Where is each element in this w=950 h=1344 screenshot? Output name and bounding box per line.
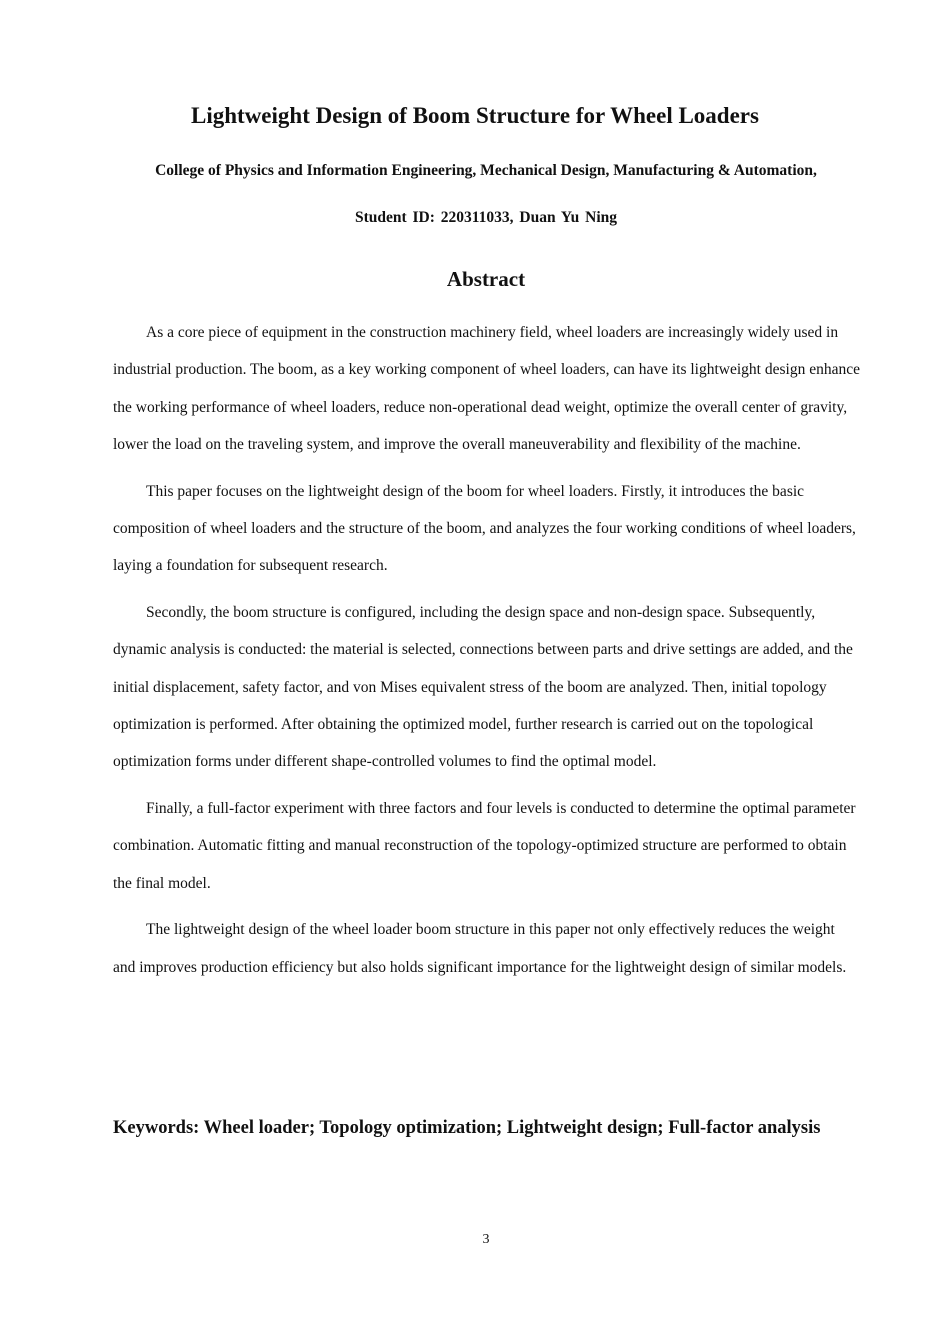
student-id-line: Student ID: 220311033, Duan Yu Ning xyxy=(354,209,618,226)
keywords-line: Keywords: Wheel loader; Topology optimization; Lightweight design; Full-factor analysis xyxy=(113,1118,821,1138)
abstract-paragraph-3: Secondly, the boom structure is configured, including the design space and non-design space. Subsequently, dynamic analysis is conducted: the material is selected, connections between parts and drive settings are added, and the initial displacement, safety factor, and von Mises equivalent stress of the boom are analyzed. Then, initial topology optimization is performed. After obtaining the optimized model, further research is carried out on the topological optimization forms under different shape-controlled volumes to find the optimal model. xyxy=(113,604,853,771)
abstract-heading: Abstract xyxy=(446,267,526,291)
abstract-paragraph-4: Finally, a full-factor experiment with three factors and four levels is conducted to determine the optimal parameter combination. Automatic fitting and manual reconstruction of the topology-optimized structure are performed to obtain the final model. xyxy=(113,800,856,892)
page-number: 3 xyxy=(482,1232,490,1247)
affiliation-line: College of Physics and Information Engineering, Mechanical Design, Manufacturing & Automation, xyxy=(155,162,817,179)
paper-title: Lightweight Design of Boom Structure for Wheel Loaders xyxy=(191,103,759,128)
abstract-paragraph-5: The lightweight design of the wheel loader boom structure in this paper not only effectively reduces the weight and improves production efficiency but also holds significant importance for the lightweight design of similar models. xyxy=(113,921,847,976)
abstract-paragraph-1: As a core piece of equipment in the construction machinery field, wheel loaders are increasingly widely used in industrial production. The boom, as a key working component of wheel loaders, can have its lightweight design enhance the working performance of wheel loaders, reduce non-operational dead weight, optimize the overall center of gravity, lower the load on the traveling system, and improve the overall maneuverability and flexibility of the machine. xyxy=(113,324,860,453)
abstract-paragraph-2: This paper focuses on the lightweight design of the boom for wheel loaders. Firstly, it introduces the basic composition of wheel loaders and the structure of the boom, and analyzes the four working conditions of wheel loaders, laying a foundation for subsequent research. xyxy=(113,482,856,575)
abstract-body xyxy=(113,314,861,996)
